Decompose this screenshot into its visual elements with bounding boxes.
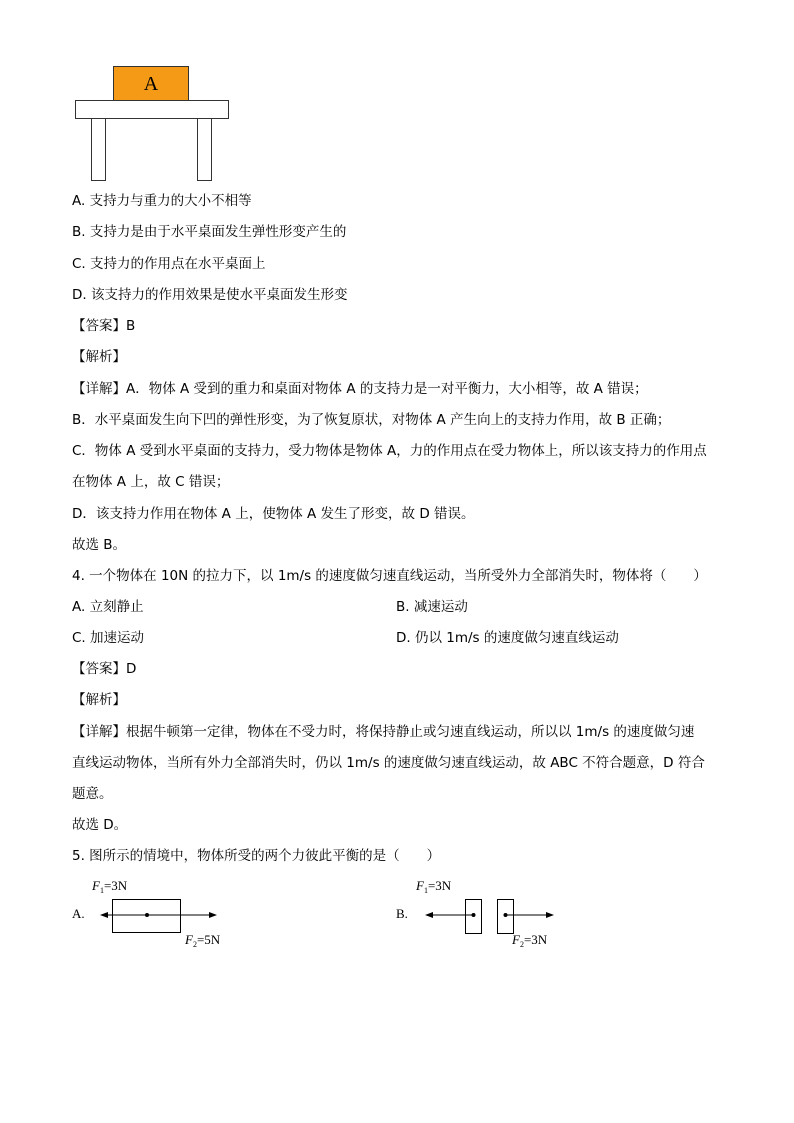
q4-detail-line: 题意。 (72, 786, 113, 802)
q4-option-a: A. 立刻静止 (72, 599, 144, 615)
q5-stem: 5. 图所示的情境中，物体所受的两个力彼此平衡的是（ ） (72, 848, 441, 864)
q4-detail-line: 直线运动物体，当所有外力全部消失时，仍以 1m/s 的速度做匀速直线运动，故 ABC 不符合题意，D 符合 (72, 755, 705, 771)
q3-detail-line: D．该支持力作用在物体 A 上，使物体 A 发生了形变，故 D 错误。 (72, 506, 475, 522)
f1-label: $F_1=3N$ (416, 878, 452, 895)
arrow-left-icon (100, 912, 108, 918)
f1-value: =3N (427, 878, 452, 893)
q3-conclusion: 故选 B。 (72, 537, 127, 553)
q3-detail-line: 在物体 A 上，故 C 错误； (72, 474, 230, 490)
f2-label: $F_2=5N$ (185, 932, 221, 949)
f1-value: =3N (103, 878, 128, 893)
q5-figure-a (70, 872, 250, 952)
block-a-label: A (143, 73, 159, 95)
q4-answer: 【答案】D (72, 661, 137, 677)
q3-option-c: C. 支持力的作用点在水平桌面上 (72, 256, 266, 272)
q3-answer: 【答案】B (72, 318, 136, 334)
q4-option-b: B. 减速运动 (396, 599, 468, 615)
q3-option-a: A. 支持力与重力的大小不相等 (72, 193, 252, 209)
q4-stem: 4. 一个物体在 10N 的拉力下，以 1m/s 的速度做匀速直线运动，当所受外力全部消失时，物体将（ ） (72, 568, 707, 584)
q3-analysis-label: 【解析】 (72, 349, 126, 365)
f2-label: $F_2=3N$ (512, 932, 548, 949)
table-figure (70, 62, 240, 184)
q3-detail-line: 【详解】A．物体 A 受到的重力和桌面对物体 A 的支持力是一对平衡力，大小相等，故 A 错误； (72, 381, 648, 397)
table-leg-right (198, 119, 212, 181)
q4-option-d: D. 仍以 1m/s 的速度做匀速直线运动 (396, 630, 619, 646)
table-leg-left (92, 119, 106, 181)
arrow-right-icon (209, 912, 217, 918)
q3-detail-line: C．物体 A 受到水平桌面的支持力，受力物体是物体 A，力的作用点在受力物体上，所以该支持力的作用点 (72, 443, 707, 459)
option-label: A. (72, 906, 85, 921)
q4-analysis-label: 【解析】 (72, 692, 126, 708)
q4-conclusion: 故选 D。 (72, 817, 128, 833)
q4-option-c: C. 加速运动 (72, 630, 145, 646)
f1-label: $F_1=3N$ (92, 878, 128, 895)
q3-option-d: D. 该支持力的作用效果是使水平桌面发生形变 (72, 287, 348, 303)
q5-figure-b (394, 872, 574, 952)
f2-value: =3N (523, 932, 548, 947)
option-label: B. (396, 906, 408, 921)
table-top (76, 101, 229, 119)
f2-value: =5N (196, 932, 221, 947)
q3-detail-line: B．水平桌面发生向下凹的弹性形变，为了恢复原状，对物体 A 产生向上的支持力作用，故 B 正确； (72, 412, 671, 428)
q4-detail-line: 【详解】根据牛顿第一定律，物体在不受力时，将保持静止或匀速直线运动，所以以 1m/s 的速度做匀速 (72, 724, 695, 740)
arrow-right-icon (546, 912, 554, 918)
arrow-left-icon (425, 912, 433, 918)
q3-option-b: B. 支持力是由于水平桌面发生弹性形变产生的 (72, 224, 347, 240)
